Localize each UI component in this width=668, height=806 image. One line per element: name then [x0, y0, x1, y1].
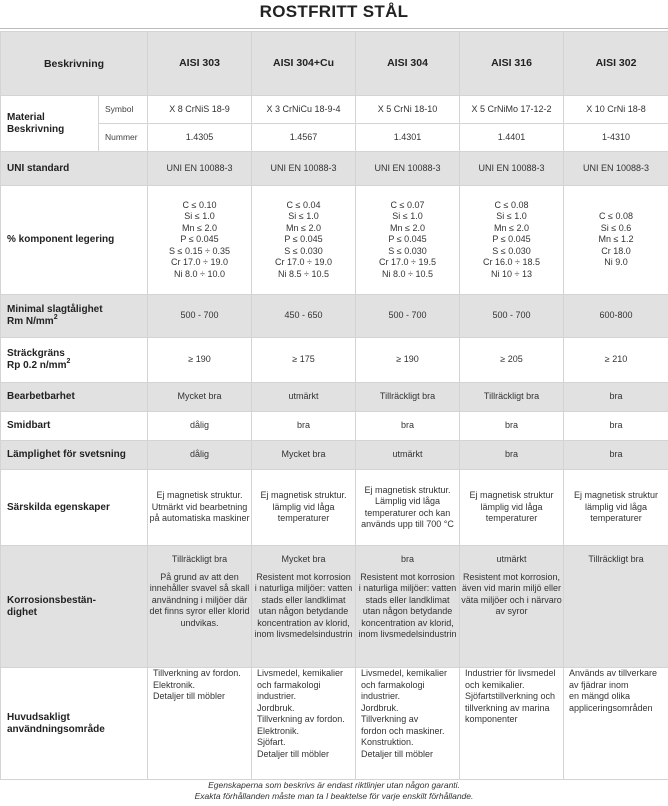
corrosion-rating-3: bra [401, 554, 415, 564]
special-2: Ej magnetisk struktur. lämplig vid låga temperaturer [252, 470, 356, 546]
symbol-3: X 5 CrNi 18-10 [356, 96, 460, 124]
special-1: Ej magnetisk struktur. Utmärkt vid bearbetning på automatiska maskiner [148, 470, 252, 546]
usage-row [1, 668, 668, 780]
weldability-1: dålig [148, 441, 252, 470]
corrosion-cell-1 [148, 546, 252, 668]
corrosion-row [1, 546, 668, 668]
usage-3: Livsmedel, kemikalier och farmakologi industrier. Jordbruk. Tillverkning av fordon och maskiner. Konstruktion. Detaljer till möbler [356, 668, 460, 780]
material-symbol-row [1, 96, 668, 124]
corrosion-note-5 [564, 566, 668, 572]
corrosion-cell-4 [460, 546, 564, 668]
header-grade-2: AISI 304+Cu [252, 32, 356, 96]
yield-unit-text: Rp 0.2 n/mm [7, 359, 67, 371]
yield-5: ≥ 210 [564, 338, 668, 383]
corrosion-note-2: Resistent mot korrosion i naturliga miljöer: vatten stads eller landklimat utan någon betydande koncentration av klorid, inom livsmedelsindustrin [254, 571, 353, 639]
yield-2: ≥ 175 [252, 338, 356, 383]
number-3: 1.4301 [356, 124, 460, 152]
uni-1: UNI EN 10088-3 [148, 152, 252, 186]
machinability-3: Tillräckligt bra [356, 383, 460, 412]
components-4: C ≤ 0.08 Si ≤ 1.0 Mn ≤ 2.0 P ≤ 0.045 S ≤ 0.030 Cr 16.0 ÷ 18.5 Ni 10 ÷ 13 [460, 186, 564, 295]
symbol-2: X 3 CrNiCu 18-9-4 [252, 96, 356, 124]
symbol-label: Symbol [99, 96, 148, 124]
components-2: C ≤ 0.04 Si ≤ 1.0 Mn ≤ 2.0 P ≤ 0.045 S ≤ 0.030 Cr 17.0 ÷ 19.0 Ni 8.5 ÷ 10.5 [252, 186, 356, 295]
usage-4: Industrier för livsmedel och kemikalier. Sjöfartstillverkning och tillverkning av marina komponenter [460, 668, 564, 780]
tensile-label-cell [1, 295, 148, 338]
tensile-label: Minimal slagtålighet [7, 303, 103, 315]
uni-4: UNI EN 10088-3 [460, 152, 564, 186]
header-grade-1: AISI 303 [148, 32, 252, 96]
machinability-label: Bearbetbarhet [1, 383, 148, 412]
special-4: Ej magnetisk struktur lämplig vid låga temperaturer [460, 470, 564, 546]
number-4: 1.4401 [460, 124, 564, 152]
material-label: Material Beskrivning [1, 96, 99, 152]
forgeable-row [1, 412, 668, 441]
page-title: ROSTFRITT STÅL [259, 2, 409, 21]
header-row [1, 32, 668, 96]
corrosion-cell-2 [252, 546, 356, 668]
weldability-2: Mycket bra [252, 441, 356, 470]
forgeable-2: bra [252, 412, 356, 441]
uni-label: UNI standard [1, 152, 148, 186]
forgeable-label: Smidbart [1, 412, 148, 441]
special-5: Ej magnetisk struktur lämplig vid låga temperaturer [564, 470, 668, 546]
symbol-4: X 5 CrNiMo 17-12-2 [460, 96, 564, 124]
machinability-1: Mycket bra [148, 383, 252, 412]
header-description: Beskrivning [1, 32, 148, 96]
usage-label: Huvudsakligt användningsområde [1, 668, 148, 780]
forgeable-5: bra [564, 412, 668, 441]
forgeable-1: dålig [148, 412, 252, 441]
corrosion-label: Korrosionsbestän- dighet [1, 546, 148, 668]
usage-5: Används av tillverkare av fjädrar inom en mängd olika appliceringsområden [564, 668, 668, 780]
special-3: Ej magnetisk struktur. Lämplig vid låga temperaturer och kan används upp till 700 °C [356, 470, 460, 546]
tensile-unit-exp: 2 [53, 313, 58, 321]
special-row [1, 470, 668, 546]
machinability-row [1, 383, 668, 412]
corrosion-note-1: På grund av att den innehåller svavel så skall användning i miljöer där det finns syror eller klorid undvikas. [149, 571, 250, 628]
tensile-4: 500 - 700 [460, 295, 564, 338]
weldability-label: Lämplighet för svetsning [1, 441, 148, 470]
yield-label: Sträckgräns [7, 347, 65, 359]
components-5: C ≤ 0.08 Si ≤ 0.6 Mn ≤ 1.2 Cr 18.0 Ni 9.0 [564, 186, 668, 295]
tensile-row [1, 295, 668, 338]
footer-note [0, 780, 668, 801]
corrosion-note-3: Resistent mot korrosion i naturliga miljöer: vatten stads eller landklimat utan någon betydande koncentration av klorid, inom livsmedelsindustrin [358, 571, 457, 639]
corrosion-rating-2: Mycket bra [281, 554, 326, 564]
tensile-3: 500 - 700 [356, 295, 460, 338]
uni-3: UNI EN 10088-3 [356, 152, 460, 186]
number-label: Nummer [99, 124, 148, 152]
tensile-2: 450 - 650 [252, 295, 356, 338]
symbol-1: X 8 CrNiS 18-9 [148, 96, 252, 124]
tensile-5: 600-800 [564, 295, 668, 338]
machinability-5: bra [564, 383, 668, 412]
number-5: 1-4310 [564, 124, 668, 152]
usage-1: Tillverkning av fordon. Elektronik. Detaljer till möbler [148, 668, 252, 780]
tensile-unit-text: Rm N/mm [7, 315, 54, 327]
components-row [1, 186, 668, 295]
yield-unit-exp: 2 [66, 357, 71, 365]
symbol-5: X 10 CrNi 18-8 [564, 96, 668, 124]
corrosion-cell-3 [356, 546, 460, 668]
yield-label-cell [1, 338, 148, 383]
forgeable-4: bra [460, 412, 564, 441]
yield-3: ≥ 190 [356, 338, 460, 383]
tensile-unit [7, 313, 147, 329]
stainless-steel-table [0, 31, 668, 780]
tensile-1: 500 - 700 [148, 295, 252, 338]
corrosion-note-4: Resistent mot korrosion, även vid marin miljö eller väta miljöer och i närvaro av syror [461, 571, 562, 616]
uni-row [1, 152, 668, 186]
uni-2: UNI EN 10088-3 [252, 152, 356, 186]
weldability-row [1, 441, 668, 470]
footer-line-1: Egenskaperna som beskrivs är endast riktlinjer utan någon garanti. [208, 780, 460, 790]
corrosion-rating-4: utmärkt [496, 554, 527, 564]
forgeable-3: bra [356, 412, 460, 441]
title-divider [0, 28, 668, 29]
components-1: C ≤ 0.10 Si ≤ 1.0 Mn ≤ 2.0 P ≤ 0.045 S ≤ 0.15 ÷ 0.35 Cr 17.0 ÷ 19.0 Ni 8.0 ÷ 10.0 [148, 186, 252, 295]
uni-5: UNI EN 10088-3 [564, 152, 668, 186]
yield-4: ≥ 205 [460, 338, 564, 383]
components-label: % komponent legering [1, 186, 148, 295]
yield-unit [7, 357, 147, 373]
machinability-4: Tillräckligt bra [460, 383, 564, 412]
usage-2: Livsmedel, kemikalier och farmakologi industrier. Jordbruk. Tillverkning av fordon. Elektronik. Sjöfart. Detaljer till möbler [252, 668, 356, 780]
corrosion-cell-5 [564, 546, 668, 668]
yield-1: ≥ 190 [148, 338, 252, 383]
header-grade-3: AISI 304 [356, 32, 460, 96]
components-3: C ≤ 0.07 Si ≤ 1.0 Mn ≤ 2.0 P ≤ 0.045 S ≤ 0.030 Cr 17.0 ÷ 19.5 Ni 8.0 ÷ 10.5 [356, 186, 460, 295]
number-1: 1.4305 [148, 124, 252, 152]
header-grade-5: AISI 302 [564, 32, 668, 96]
yield-row [1, 338, 668, 383]
weldability-5: bra [564, 441, 668, 470]
corrosion-rating-1: Tillräckligt bra [171, 554, 228, 564]
special-label: Särskilda egenskaper [1, 470, 148, 546]
header-grade-4: AISI 316 [460, 32, 564, 96]
machinability-2: utmärkt [252, 383, 356, 412]
material-number-row [1, 124, 668, 152]
corrosion-rating-5: Tillräckligt bra [588, 554, 644, 564]
weldability-4: bra [460, 441, 564, 470]
weldability-3: utmärkt [356, 441, 460, 470]
footer-line-2: Exakta förhållanden måste man ta I beaktelse för varje enskilt förhållande. [194, 790, 474, 801]
number-2: 1.4567 [252, 124, 356, 152]
